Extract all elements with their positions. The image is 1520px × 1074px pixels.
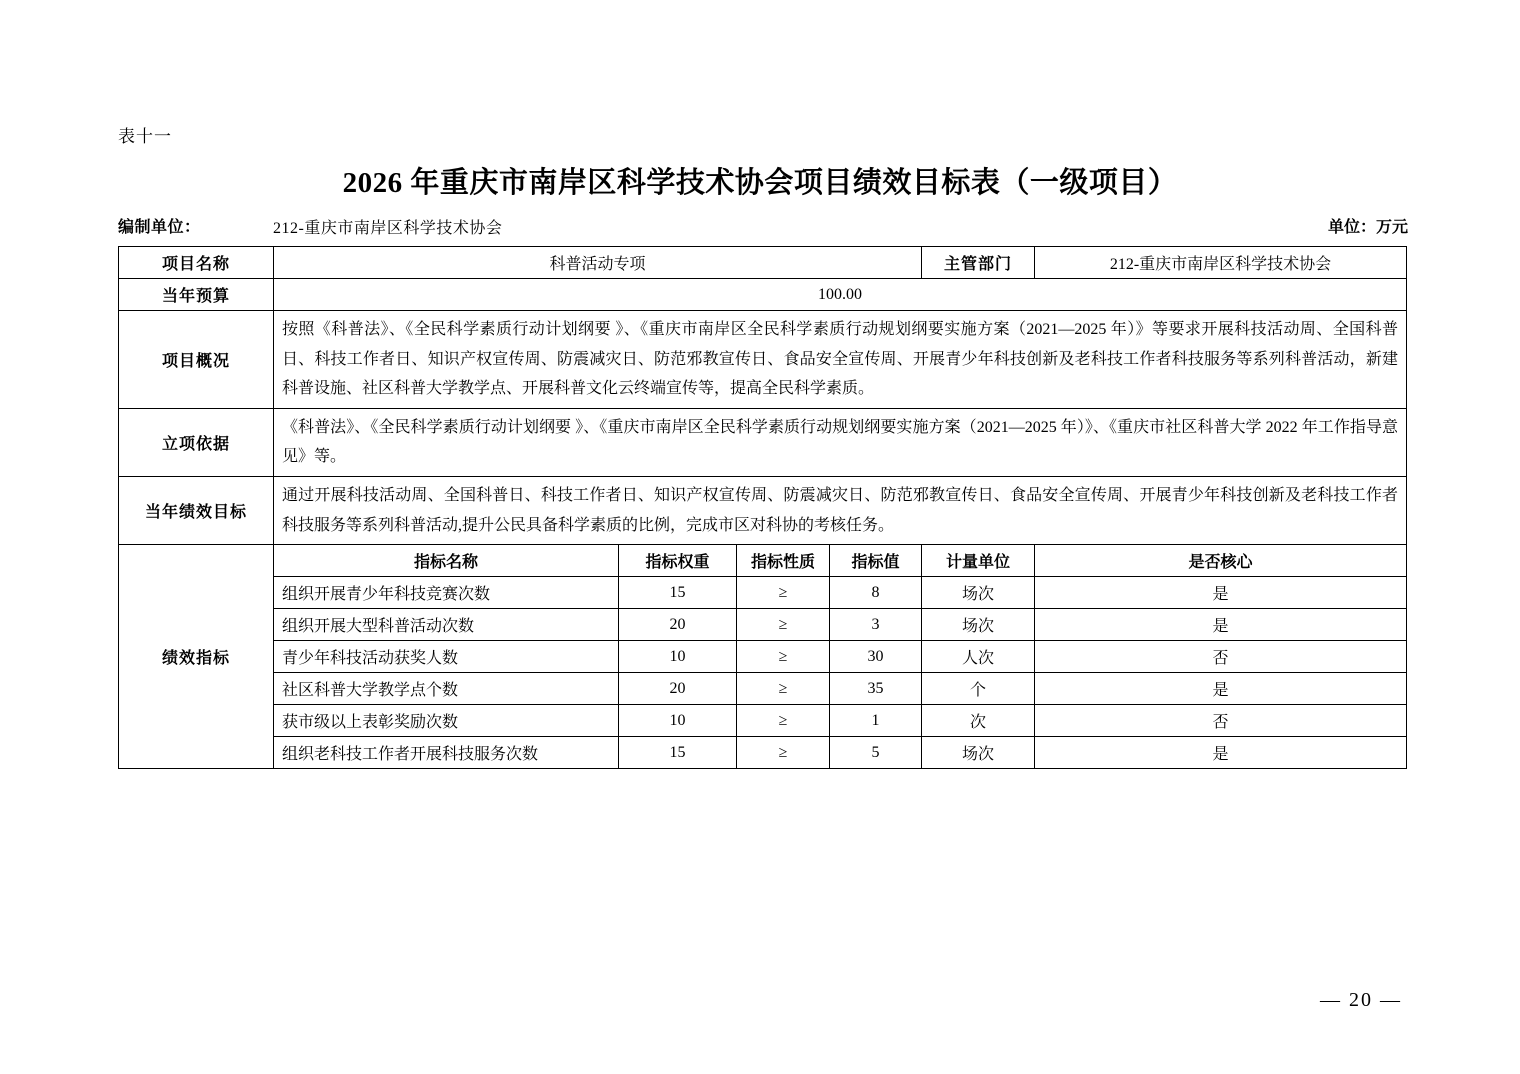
indicator-core: 是 xyxy=(1035,673,1407,705)
indicator-unit: 场次 xyxy=(922,609,1035,641)
compiler-value: 212-重庆市南岸区科学技术协会 xyxy=(273,220,503,237)
basis-value: 《科普法》、《全民科学素质行动计划纲要 》、《重庆市南岸区全民科学素质行动规划纲要实施方案（2021—2025 年）》、《重庆市社区科普大学 2022 年工作指导意见》等。 xyxy=(274,408,1407,476)
table-row xyxy=(119,577,1407,609)
indicator-unit: 个 xyxy=(922,673,1035,705)
indicator-nature: ≥ xyxy=(737,641,830,673)
indicator-weight: 15 xyxy=(619,577,737,609)
project-name-value: 科普活动专项 xyxy=(274,247,922,279)
indicator-nature: ≥ xyxy=(737,705,830,737)
indicator-unit: 场次 xyxy=(922,737,1035,769)
indicator-nature: ≥ xyxy=(737,609,830,641)
sheet-label: 表十一 xyxy=(118,127,172,146)
indicator-header-nature: 指标性质 xyxy=(737,545,830,577)
indicator-weight: 10 xyxy=(619,641,737,673)
indicator-value: 5 xyxy=(830,737,922,769)
indicator-nature: ≥ xyxy=(737,577,830,609)
table-row xyxy=(119,673,1407,705)
indicator-header-name: 指标名称 xyxy=(274,545,619,577)
project-name-label: 项目名称 xyxy=(119,247,274,279)
indicator-unit: 场次 xyxy=(922,577,1035,609)
performance-target-table xyxy=(118,246,1407,769)
meta-row xyxy=(118,214,1408,238)
indicator-nature: ≥ xyxy=(737,673,830,705)
indicator-weight: 20 xyxy=(619,609,737,641)
budget-label: 当年预算 xyxy=(119,279,274,311)
table-row xyxy=(119,641,1407,673)
indicator-name: 青少年科技活动获奖人数 xyxy=(274,641,619,673)
indicator-core: 是 xyxy=(1035,737,1407,769)
indicator-unit: 人次 xyxy=(922,641,1035,673)
table-row xyxy=(119,705,1407,737)
indicator-header-core: 是否核心 xyxy=(1035,545,1407,577)
indicator-value: 1 xyxy=(830,705,922,737)
indicator-name: 组织开展青少年科技竞赛次数 xyxy=(274,577,619,609)
indicator-nature: ≥ xyxy=(737,737,830,769)
table-row xyxy=(119,408,1407,476)
table-row xyxy=(119,247,1407,279)
indicator-value: 3 xyxy=(830,609,922,641)
department-label: 主管部门 xyxy=(922,247,1035,279)
indicator-header-weight: 指标权重 xyxy=(619,545,737,577)
indicator-value: 8 xyxy=(830,577,922,609)
department-value: 212-重庆市南岸区科学技术协会 xyxy=(1035,247,1407,279)
page-number: — 20 — xyxy=(1320,989,1402,1011)
overview-label: 项目概况 xyxy=(119,311,274,409)
budget-value: 100.00 xyxy=(274,279,1407,311)
table-row xyxy=(119,279,1407,311)
indicator-name: 获市级以上表彰奖励次数 xyxy=(274,705,619,737)
overview-value: 按照《科普法》、《全民科学素质行动计划纲要 》、《重庆市南岸区全民科学素质行动规划纲要实施方案（2021—2025 年）》等要求开展科技活动周、全国科普日、科技工作者日、知识产权宣传周、防震减灾日、防范邪教宣传日、食品安全宣传周、开展青少年科技创新及老科技工作者科技服务等系列科普活动，新建科普设施、社区科普大学教学点、开展科普文化云终端宣传等，提高全民科学素质。 xyxy=(274,311,1407,409)
indicator-header-row xyxy=(119,545,1407,577)
indicator-weight: 15 xyxy=(619,737,737,769)
indicator-unit: 次 xyxy=(922,705,1035,737)
indicator-core: 是 xyxy=(1035,577,1407,609)
indicator-header-value: 指标值 xyxy=(830,545,922,577)
compiler-label: 编制单位： xyxy=(118,219,201,236)
goal-value: 通过开展科技活动周、全国科普日、科技工作者日、知识产权宣传周、防震减灾日、防范邪教宣传日、食品安全宣传周、开展青少年科技创新及老科技工作者科技服务等系列科普活动,提升公民具备科学素质的比例，完成市区对科协的考核任务。 xyxy=(274,476,1407,544)
indicator-core: 否 xyxy=(1035,705,1407,737)
indicator-value: 30 xyxy=(830,641,922,673)
indicator-name: 组织开展大型科普活动次数 xyxy=(274,609,619,641)
indicator-value: 35 xyxy=(830,673,922,705)
indicator-core: 否 xyxy=(1035,641,1407,673)
indicator-name: 组织老科技工作者开展科技服务次数 xyxy=(274,737,619,769)
basis-label: 立项依据 xyxy=(119,408,274,476)
goal-label: 当年绩效目标 xyxy=(119,476,274,544)
indicator-header-unit: 计量单位 xyxy=(922,545,1035,577)
table-row xyxy=(119,476,1407,544)
indicators-label: 绩效指标 xyxy=(119,545,274,769)
indicator-core: 是 xyxy=(1035,609,1407,641)
indicator-weight: 10 xyxy=(619,705,737,737)
table-row xyxy=(119,609,1407,641)
table-row xyxy=(119,737,1407,769)
unit-note: 单位：万元 xyxy=(1327,219,1408,236)
page-title: 2026 年重庆市南岸区科学技术协会项目绩效目标表（一级项目） xyxy=(342,167,1178,199)
indicator-weight: 20 xyxy=(619,673,737,705)
indicator-name: 社区科普大学教学点个数 xyxy=(274,673,619,705)
table-row xyxy=(119,311,1407,409)
